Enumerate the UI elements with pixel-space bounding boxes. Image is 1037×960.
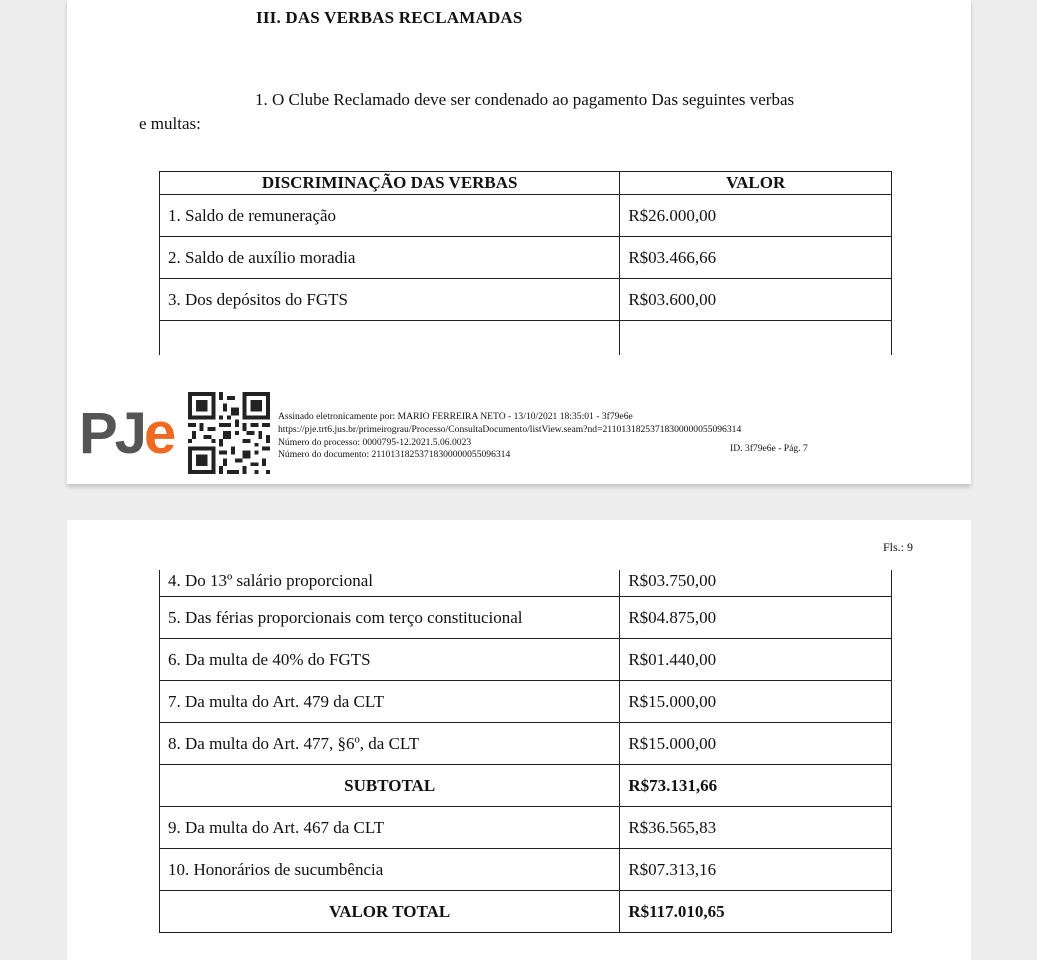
paragraph-line-2: e multas: — [139, 114, 201, 133]
document-page-1 — [67, 0, 971, 484]
table-row-cut — [160, 321, 892, 356]
document-url-link[interactable]: https://pje.trt6.jus.br/primeirograu/Processo/ConsultaDocumento/listView.seam?nd=21101318253718300000055096314 — [278, 423, 742, 435]
subtotal-label: SUBTOTAL — [160, 765, 620, 807]
table-row — [160, 681, 892, 723]
table-row — [160, 195, 892, 237]
document-page-2 — [67, 520, 971, 960]
row-description: 7. Da multa do Art. 479 da CLT — [160, 681, 620, 723]
verbas-table-part-1 — [159, 171, 892, 355]
table-row — [160, 279, 892, 321]
process-number-text: Número do processo: 0000795-12.2021.5.06.0023 — [278, 436, 472, 448]
table-row — [160, 570, 892, 597]
verbas-table-part-2 — [159, 570, 892, 933]
header-value: VALOR — [620, 172, 892, 195]
document-number-text: Número do documento: 21101318253718300000055096314 — [278, 449, 511, 461]
total-row — [160, 891, 892, 933]
signature-block — [278, 411, 878, 462]
subtotal-row — [160, 765, 892, 807]
row-description: 1. Saldo de remuneração — [160, 195, 620, 237]
table-row — [160, 237, 892, 279]
row-value: R$15.000,00 — [620, 723, 892, 765]
row-description: 10. Honorários de sucumbência — [160, 849, 620, 891]
qr-code-icon — [188, 392, 270, 474]
row-value: R$01.440,00 — [620, 639, 892, 681]
row-value: R$03.600,00 — [620, 279, 892, 321]
empty-cell — [160, 321, 620, 356]
row-description: 5. Das férias proporcionais com terço constitucional — [160, 597, 620, 639]
table-row — [160, 639, 892, 681]
row-description: 9. Da multa do Art. 467 da CLT — [160, 807, 620, 849]
pje-logo: PJe — [79, 401, 174, 466]
row-value: R$15.000,00 — [620, 681, 892, 723]
table-header-row — [160, 172, 892, 195]
table-row — [160, 849, 892, 891]
row-description: 2. Saldo de auxílio moradia — [160, 237, 620, 279]
row-description: 3. Dos depósitos do FGTS — [160, 279, 620, 321]
row-value: R$36.565,83 — [620, 807, 892, 849]
signed-by-text: Assinado eletronicamente por: MARIO FERREIRA NETO - 13/10/2021 18:35:01 - 3f79e6e — [278, 411, 633, 422]
table-row — [160, 807, 892, 849]
table-row — [160, 723, 892, 765]
row-value: R$04.875,00 — [620, 597, 892, 639]
total-label: VALOR TOTAL — [160, 891, 620, 933]
section-title: III. DAS VERBAS RECLAMADAS — [256, 8, 523, 27]
row-value: R$03.750,00 — [620, 570, 892, 597]
document-id-page: ID. 3f79e6e - Pág. 7 — [730, 443, 808, 454]
page-folio-label: Fls.: 9 — [882, 540, 913, 554]
empty-cell — [620, 321, 892, 356]
subtotal-value: R$73.131,66 — [620, 765, 892, 807]
table-row — [160, 597, 892, 639]
row-value: R$03.466,66 — [620, 237, 892, 279]
row-description: 6. Da multa de 40% do FGTS — [160, 639, 620, 681]
header-description: DISCRIMINAÇÃO DAS VERBAS — [160, 172, 620, 195]
total-value: R$117.010,65 — [620, 891, 892, 933]
row-description: 8. Da multa do Art. 477, §6º, da CLT — [160, 723, 620, 765]
paragraph-line-1: 1. O Clube Reclamado deve ser condenado ao pagamento Das seguintes verbas — [255, 90, 795, 109]
row-description: 4. Do 13º salário proporcional — [160, 570, 620, 597]
row-value: R$07.313,16 — [620, 849, 892, 891]
row-value: R$26.000,00 — [620, 195, 892, 237]
